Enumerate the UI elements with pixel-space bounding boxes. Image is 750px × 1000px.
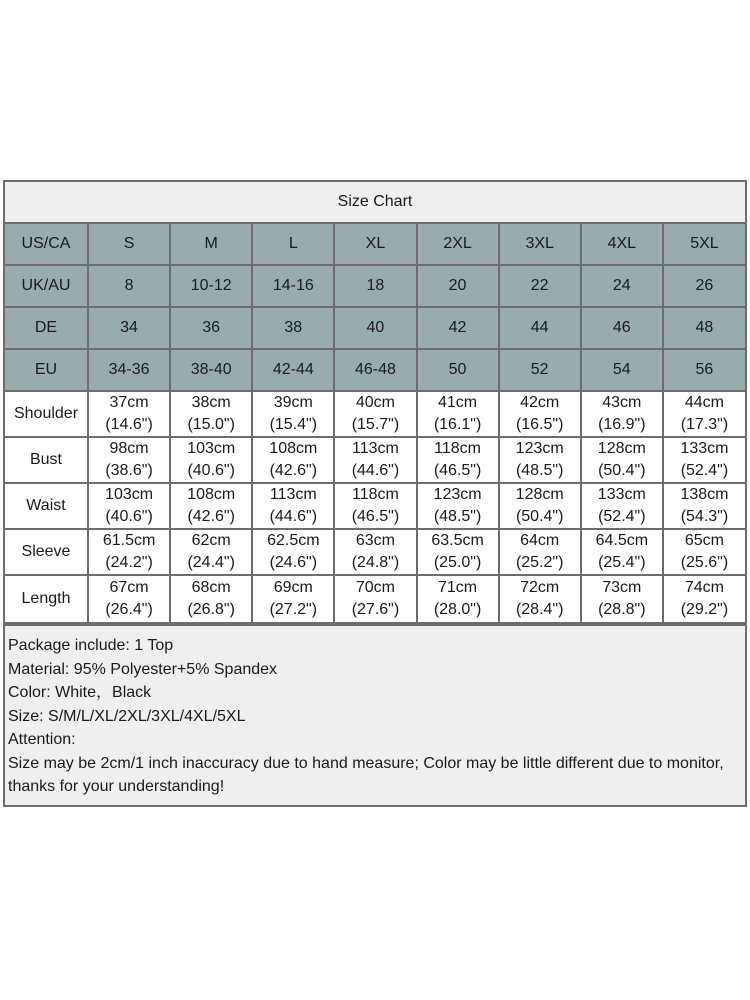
size-cell: 54 bbox=[581, 349, 663, 391]
inch-value: (38.6") bbox=[105, 462, 153, 479]
measurement-row bbox=[5, 575, 745, 623]
size-cell: 48 bbox=[663, 307, 745, 349]
size-cell: 38-40 bbox=[170, 349, 252, 391]
inch-value: (52.4") bbox=[598, 508, 646, 525]
table-body bbox=[5, 224, 745, 623]
measurement-cell bbox=[417, 437, 499, 483]
inch-value: (24.8") bbox=[351, 554, 400, 571]
inch-value: (46.5") bbox=[351, 508, 400, 525]
measurement-cell bbox=[252, 529, 334, 575]
inch-value: (42.6") bbox=[269, 462, 318, 479]
measurement-cell bbox=[663, 437, 745, 483]
size-cell: 46 bbox=[581, 307, 663, 349]
size-cell: XL bbox=[334, 224, 416, 265]
chart-title: Size Chart bbox=[5, 182, 745, 224]
cm-value: 133cm bbox=[680, 440, 729, 457]
inch-value: (44.6") bbox=[351, 462, 400, 479]
package-note: Package include: 1 Top bbox=[8, 637, 174, 654]
inch-value: (15.4") bbox=[269, 416, 318, 433]
size-note: Size: S/M/L/XL/2XL/3XL/4XL/5XL bbox=[8, 707, 246, 725]
measurement-cell bbox=[663, 483, 745, 529]
size-cell: L bbox=[252, 224, 334, 265]
inch-value: (25.6") bbox=[680, 554, 729, 571]
disclaimer-note: Size may be 2cm/1 inch inaccuracy due to hand measure; Color may be little different due to monitor, thanks for your understanding! bbox=[8, 754, 724, 795]
measurement-cell bbox=[417, 391, 499, 437]
size-cell: 42 bbox=[417, 307, 499, 349]
size-chart bbox=[3, 180, 747, 807]
size-cell: 42-44 bbox=[252, 349, 334, 391]
inch-value: (26.4") bbox=[105, 601, 153, 618]
measurement-cell bbox=[663, 391, 745, 437]
cm-value: 44cm bbox=[684, 394, 724, 411]
cm-value: 37cm bbox=[109, 394, 149, 411]
inch-value: (16.1") bbox=[433, 416, 482, 433]
measurement-label: Sleeve bbox=[5, 529, 88, 575]
measurement-cell bbox=[581, 391, 663, 437]
measurement-cell bbox=[252, 437, 334, 483]
measurement-cell bbox=[581, 529, 663, 575]
attention-note: Attention: bbox=[8, 731, 76, 748]
measurement-label: Length bbox=[5, 575, 88, 623]
cm-value: 64.5cm bbox=[595, 532, 649, 549]
measurement-cell bbox=[417, 575, 499, 623]
measurement-cell bbox=[334, 437, 416, 483]
measurement-row bbox=[5, 391, 745, 437]
measurement-row bbox=[5, 529, 745, 575]
inch-value: (25.4") bbox=[598, 554, 646, 571]
measurement-cell bbox=[88, 483, 170, 529]
size-row bbox=[5, 307, 745, 349]
cm-value: 67cm bbox=[109, 579, 149, 596]
size-cell: 2XL bbox=[417, 224, 499, 265]
cm-value: 128cm bbox=[597, 440, 646, 457]
cm-value: 73cm bbox=[602, 579, 642, 596]
measurement-label: Waist bbox=[5, 483, 88, 529]
size-cell: 22 bbox=[499, 265, 581, 307]
measurement-cell bbox=[170, 483, 252, 529]
size-cell: 14-16 bbox=[252, 265, 334, 307]
measurement-cell bbox=[663, 529, 745, 575]
cm-value: 118cm bbox=[352, 486, 399, 503]
size-row-label: EU bbox=[5, 349, 88, 391]
inch-value: (25.0") bbox=[433, 554, 482, 571]
inch-value: (24.2") bbox=[105, 554, 153, 571]
cm-value: 113cm bbox=[352, 440, 399, 457]
size-cell: 40 bbox=[334, 307, 416, 349]
inch-value: (26.8") bbox=[187, 601, 235, 618]
inch-value: (27.2") bbox=[269, 601, 318, 618]
cm-value: 138cm bbox=[680, 486, 729, 503]
measurement-cell bbox=[252, 575, 334, 623]
cm-value: 61.5cm bbox=[102, 532, 156, 549]
measurement-cell bbox=[334, 391, 416, 437]
size-cell: 46-48 bbox=[334, 349, 416, 391]
cm-value: 64cm bbox=[520, 532, 560, 549]
measurement-cell bbox=[88, 437, 170, 483]
size-row-label: DE bbox=[5, 307, 88, 349]
measurement-cell bbox=[499, 483, 581, 529]
size-cell: 34 bbox=[88, 307, 170, 349]
inch-value: (15.0") bbox=[187, 416, 235, 433]
size-cell: 38 bbox=[252, 307, 334, 349]
cm-value: 133cm bbox=[597, 486, 646, 503]
measurement-cell bbox=[499, 529, 581, 575]
inch-value: (42.6") bbox=[187, 508, 235, 525]
inch-value: (29.2") bbox=[680, 601, 729, 618]
size-cell: M bbox=[170, 224, 252, 265]
measurement-row bbox=[5, 483, 745, 529]
cm-value: 41cm bbox=[438, 394, 478, 411]
measurement-cell bbox=[499, 391, 581, 437]
inch-value: (24.6") bbox=[269, 554, 318, 571]
cm-value: 43cm bbox=[602, 394, 642, 411]
inch-value: (28.0") bbox=[433, 601, 482, 618]
measurement-label: Bust bbox=[5, 437, 88, 483]
size-row bbox=[5, 265, 745, 307]
measurement-label: Shoulder bbox=[5, 391, 88, 437]
measurement-cell bbox=[663, 575, 745, 623]
cm-value: 63.5cm bbox=[431, 532, 484, 549]
size-row-label: US/CA bbox=[5, 224, 88, 265]
cm-value: 72cm bbox=[520, 579, 560, 596]
measurement-cell bbox=[499, 575, 581, 623]
cm-value: 74cm bbox=[684, 579, 724, 596]
cm-value: 118cm bbox=[434, 440, 481, 457]
inch-value: (16.9") bbox=[598, 416, 646, 433]
cm-value: 108cm bbox=[187, 486, 236, 503]
size-row-label: UK/AU bbox=[5, 265, 88, 307]
size-cell: 44 bbox=[499, 307, 581, 349]
cm-value: 63cm bbox=[355, 532, 395, 549]
inch-value: (52.4") bbox=[680, 462, 729, 479]
cm-value: 69cm bbox=[273, 579, 313, 596]
size-cell: 26 bbox=[663, 265, 745, 307]
measurement-row bbox=[5, 437, 745, 483]
measurement-cell bbox=[88, 575, 170, 623]
measurement-cell bbox=[88, 529, 170, 575]
measurement-cell bbox=[170, 437, 252, 483]
inch-value: (24.4") bbox=[187, 554, 235, 571]
measurement-cell bbox=[581, 437, 663, 483]
cm-value: 103cm bbox=[187, 440, 236, 457]
inch-value: (14.6") bbox=[105, 416, 153, 433]
measurement-cell bbox=[499, 437, 581, 483]
inch-value: (48.5") bbox=[515, 462, 564, 479]
size-cell: 24 bbox=[581, 265, 663, 307]
inch-value: (40.6") bbox=[187, 462, 235, 479]
material-note: Material: 95% Polyester+5% Spandex bbox=[8, 660, 278, 678]
cm-value: 38cm bbox=[191, 394, 231, 411]
inch-value: (28.4") bbox=[515, 601, 564, 618]
measurement-cell bbox=[170, 529, 252, 575]
cm-value: 62cm bbox=[191, 532, 231, 549]
cm-value: 103cm bbox=[105, 486, 154, 503]
inch-value: (17.3") bbox=[680, 416, 729, 433]
inch-value: (27.6") bbox=[351, 601, 400, 618]
cm-value: 128cm bbox=[515, 486, 564, 503]
size-cell: 34-36 bbox=[88, 349, 170, 391]
inch-value: (54.3") bbox=[680, 508, 729, 525]
size-cell: 36 bbox=[170, 307, 252, 349]
inch-value: (16.5") bbox=[515, 416, 564, 433]
measurement-cell bbox=[170, 575, 252, 623]
inch-value: (25.2") bbox=[515, 554, 564, 571]
cm-value: 71cm bbox=[438, 579, 478, 596]
cm-value: 123cm bbox=[515, 440, 564, 457]
inch-value: (15.7") bbox=[351, 416, 400, 433]
inch-value: (50.4") bbox=[515, 508, 564, 525]
cm-value: 98cm bbox=[109, 440, 149, 457]
inch-value: (40.6") bbox=[105, 508, 153, 525]
inch-value: (50.4") bbox=[598, 462, 646, 479]
size-row bbox=[5, 224, 745, 265]
measurement-cell bbox=[581, 483, 663, 529]
cm-value: 39cm bbox=[273, 394, 313, 411]
size-cell: 20 bbox=[417, 265, 499, 307]
inch-value: (28.8") bbox=[598, 601, 646, 618]
size-row bbox=[5, 349, 745, 391]
measurement-cell bbox=[581, 575, 663, 623]
measurement-cell bbox=[252, 483, 334, 529]
measurement-cell bbox=[170, 391, 252, 437]
cm-value: 62.5cm bbox=[267, 532, 320, 549]
size-cell: S bbox=[88, 224, 170, 265]
size-table bbox=[5, 224, 745, 624]
measurement-cell bbox=[88, 391, 170, 437]
inch-value: (48.5") bbox=[433, 508, 482, 525]
measurement-cell bbox=[334, 575, 416, 623]
product-notes bbox=[5, 624, 745, 805]
size-cell: 8 bbox=[88, 265, 170, 307]
size-cell: 10-12 bbox=[170, 265, 252, 307]
measurement-cell bbox=[252, 391, 334, 437]
size-cell: 18 bbox=[334, 265, 416, 307]
size-cell: 56 bbox=[663, 349, 745, 391]
cm-value: 70cm bbox=[355, 579, 395, 596]
cm-value: 65cm bbox=[684, 532, 724, 549]
color-note: Color: White，Black bbox=[8, 684, 152, 701]
cm-value: 42cm bbox=[520, 394, 560, 411]
measurement-cell bbox=[417, 483, 499, 529]
cm-value: 113cm bbox=[269, 486, 317, 503]
inch-value: (44.6") bbox=[269, 508, 318, 525]
size-cell: 3XL bbox=[499, 224, 581, 265]
cm-value: 40cm bbox=[355, 394, 395, 411]
size-cell: 4XL bbox=[581, 224, 663, 265]
measurement-cell bbox=[334, 483, 416, 529]
size-cell: 50 bbox=[417, 349, 499, 391]
cm-value: 123cm bbox=[433, 486, 482, 503]
measurement-cell bbox=[334, 529, 416, 575]
cm-value: 68cm bbox=[191, 579, 231, 596]
measurement-cell bbox=[417, 529, 499, 575]
size-cell: 5XL bbox=[663, 224, 745, 265]
inch-value: (46.5") bbox=[433, 462, 482, 479]
cm-value: 108cm bbox=[269, 440, 318, 457]
size-cell: 52 bbox=[499, 349, 581, 391]
